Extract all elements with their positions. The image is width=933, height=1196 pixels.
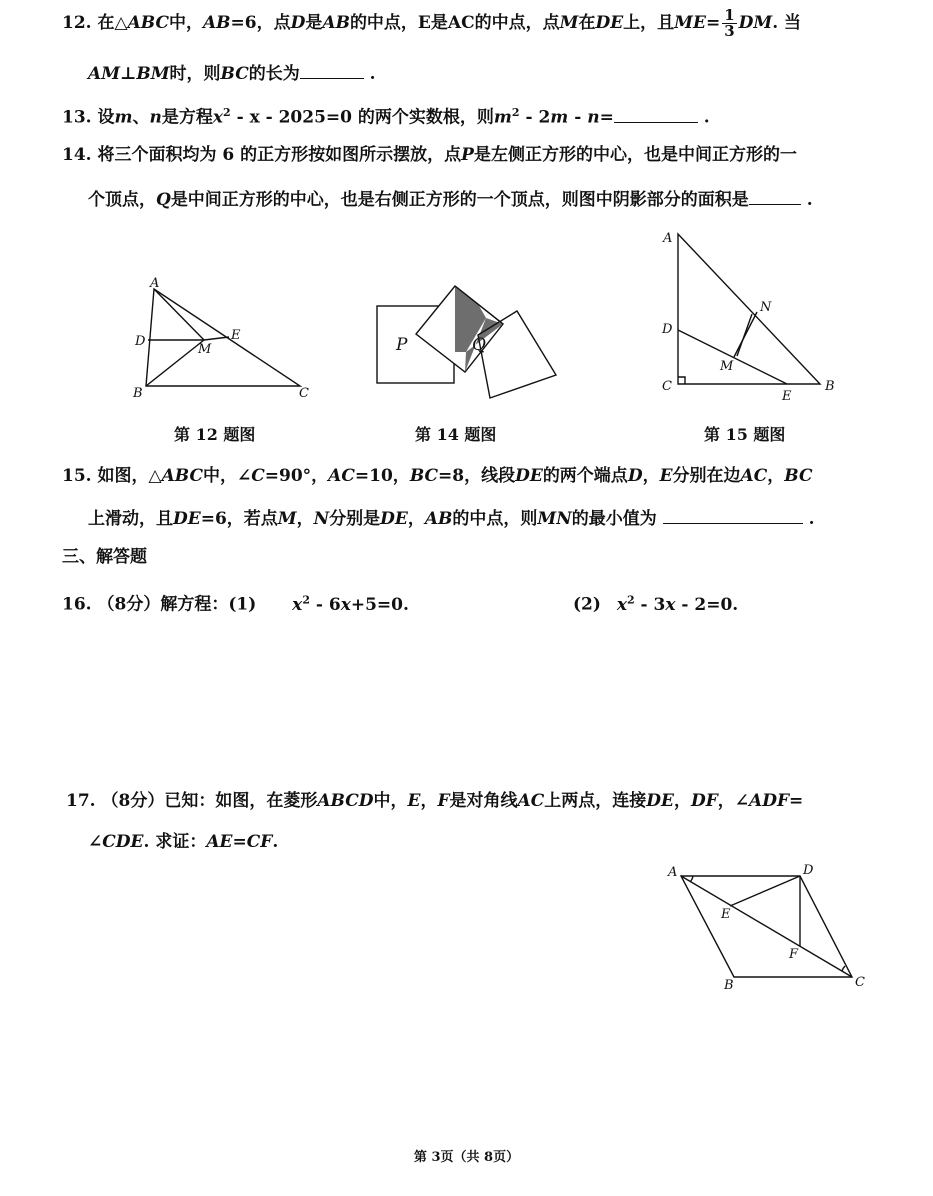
text: BC bbox=[409, 466, 439, 486]
text: BM bbox=[136, 64, 170, 84]
text: E bbox=[659, 466, 673, 486]
label-b: B bbox=[133, 386, 143, 401]
text: 的长为 bbox=[248, 64, 300, 84]
label-q: Q bbox=[472, 335, 486, 355]
text: 是左侧正方形的中心，也是中间正方形的一 bbox=[473, 145, 797, 165]
text: 2 bbox=[511, 106, 520, 119]
text: ABC bbox=[127, 13, 169, 33]
text: M bbox=[277, 509, 297, 529]
page-footer: 第 3页（共 8页） bbox=[413, 1150, 520, 1165]
text: - 3 bbox=[634, 594, 666, 615]
text: DE bbox=[515, 466, 543, 486]
text: ABC bbox=[161, 466, 203, 486]
text: DF bbox=[690, 791, 718, 811]
label-b: B bbox=[825, 379, 835, 394]
text: 的最小值为 bbox=[571, 509, 657, 529]
text: 分别是 bbox=[329, 509, 381, 529]
text: n bbox=[587, 107, 600, 128]
label-e: E bbox=[231, 328, 241, 343]
label-f: F bbox=[789, 947, 799, 962]
text: ， bbox=[420, 791, 438, 811]
text: x bbox=[616, 594, 627, 615]
text: AB bbox=[424, 509, 453, 529]
text: 16. （8分）解方程：(1) bbox=[62, 594, 257, 615]
text: DE bbox=[595, 13, 624, 33]
text: = bbox=[599, 107, 614, 128]
text: F bbox=[437, 791, 450, 811]
text: P bbox=[461, 145, 474, 165]
text: 中， bbox=[168, 13, 203, 33]
segment-de bbox=[730, 876, 800, 906]
text: DE bbox=[173, 509, 201, 529]
text: AB bbox=[202, 13, 231, 33]
text: 是 bbox=[305, 13, 323, 33]
text: AC bbox=[517, 791, 545, 811]
label-c: C bbox=[855, 975, 865, 990]
text: Q bbox=[156, 190, 171, 210]
text: - 2 bbox=[519, 107, 551, 128]
text: 时，则 bbox=[169, 64, 221, 84]
text: MN bbox=[537, 509, 572, 529]
label-b: B bbox=[724, 978, 734, 993]
text: =10， bbox=[354, 466, 410, 486]
label-e: E bbox=[721, 907, 731, 922]
text: ME bbox=[674, 13, 706, 33]
text: 上两点，连接 bbox=[544, 791, 647, 811]
text: 的中点，则 bbox=[452, 509, 538, 529]
text: ∠ bbox=[88, 832, 103, 852]
label-d: D bbox=[662, 322, 673, 337]
text: AB bbox=[322, 13, 350, 33]
label-a: A bbox=[663, 231, 673, 246]
text: ADF bbox=[749, 791, 790, 811]
text: 12. 在△ bbox=[62, 13, 128, 33]
label-p: P bbox=[396, 335, 408, 355]
text: N bbox=[313, 509, 330, 529]
label-d: D bbox=[135, 334, 146, 349]
caption-fig12: 第 12 题图 bbox=[174, 425, 256, 444]
text: 是对角线 bbox=[449, 791, 518, 811]
text: 分别在边 bbox=[672, 466, 741, 486]
text: M bbox=[559, 13, 579, 33]
text: 2 bbox=[223, 106, 231, 119]
text: DE bbox=[646, 791, 674, 811]
text: ， bbox=[673, 791, 691, 811]
text: ABCD bbox=[317, 791, 374, 811]
fraction-numerator: 1 bbox=[724, 6, 735, 24]
text: m bbox=[114, 107, 133, 128]
text: . bbox=[369, 64, 376, 84]
text: CF bbox=[246, 832, 273, 852]
text: AM bbox=[88, 64, 121, 84]
text: 在 bbox=[578, 13, 596, 33]
text: m bbox=[550, 107, 569, 128]
label-n: N bbox=[760, 300, 772, 315]
caption-fig14: 第 14 题图 bbox=[415, 425, 497, 444]
text: 的两个端点 bbox=[542, 466, 628, 486]
text: =90°， bbox=[264, 466, 329, 486]
text: . 当 bbox=[772, 13, 802, 33]
text: . bbox=[272, 832, 279, 852]
text: 17. （8分）已知：如图，在菱形 bbox=[66, 791, 318, 811]
text: ⊥ bbox=[120, 64, 137, 84]
label-c: C bbox=[299, 386, 309, 401]
text: D bbox=[627, 466, 643, 486]
text: x bbox=[292, 594, 303, 615]
label-c: C bbox=[662, 379, 672, 394]
text: 的中点，E是AC的中点，点 bbox=[349, 13, 560, 33]
text: 中， bbox=[373, 791, 408, 811]
text: =6，点 bbox=[230, 13, 291, 33]
text: x bbox=[665, 594, 676, 615]
text: ， bbox=[296, 509, 314, 529]
text: - x - 2025=0 的两个实数根，则 bbox=[230, 107, 494, 128]
angle-mark-c bbox=[842, 966, 845, 971]
caption-fig15: 第 15 题图 bbox=[704, 425, 786, 444]
text: = bbox=[789, 791, 804, 811]
text: 上滑动，且 bbox=[88, 509, 173, 529]
text: CDE bbox=[102, 832, 144, 852]
label-d: D bbox=[803, 863, 814, 878]
text: . bbox=[703, 107, 710, 128]
text: +5=0. bbox=[350, 594, 409, 615]
text: C bbox=[251, 466, 265, 486]
text: 中，∠ bbox=[202, 466, 252, 486]
text: (2) bbox=[573, 594, 601, 615]
text: x bbox=[212, 107, 224, 128]
text: n bbox=[149, 107, 162, 128]
text: 2 bbox=[302, 593, 310, 606]
text: =6，若点 bbox=[200, 509, 278, 529]
label-m: M bbox=[720, 359, 734, 374]
text: DM bbox=[738, 13, 773, 33]
text: AC bbox=[740, 466, 768, 486]
text: 是中间正方形的中心，也是右侧正方形的一个顶点，则图中阴影部分的面积是 bbox=[170, 190, 749, 210]
text: x bbox=[340, 594, 351, 615]
label-e: E bbox=[782, 389, 792, 404]
text: ， bbox=[767, 466, 785, 486]
text: - bbox=[568, 107, 588, 128]
text: 13. 设 bbox=[62, 107, 115, 128]
text: m bbox=[493, 107, 512, 128]
fraction-denominator: 3 bbox=[724, 22, 735, 40]
text: BC bbox=[220, 64, 249, 84]
section-title: 三、解答题 bbox=[62, 547, 147, 567]
text: 是方程 bbox=[161, 107, 213, 128]
text: . bbox=[806, 190, 813, 210]
text: D bbox=[290, 13, 306, 33]
text: 、 bbox=[132, 107, 150, 128]
text: . bbox=[808, 509, 815, 529]
label-m: M bbox=[198, 342, 212, 357]
text: - 6 bbox=[309, 594, 341, 615]
text: BC bbox=[784, 466, 813, 486]
text: ， bbox=[407, 509, 425, 529]
text: 15. 如图，△ bbox=[62, 466, 162, 486]
label-a: A bbox=[668, 865, 678, 880]
text: AC bbox=[328, 466, 355, 486]
text: =8，线段 bbox=[438, 466, 516, 486]
text: = bbox=[705, 13, 721, 33]
text: 个顶点， bbox=[88, 190, 156, 210]
text: 14. 将三个面积均为 6 的正方形按如图所示摆放，点 bbox=[62, 145, 462, 165]
text: . 求证： bbox=[143, 832, 207, 852]
text: AE bbox=[206, 832, 233, 852]
angle-mark-a bbox=[690, 876, 693, 882]
text: DE bbox=[380, 509, 408, 529]
label-a: A bbox=[150, 276, 160, 291]
text: E bbox=[407, 791, 421, 811]
text: ， bbox=[642, 466, 660, 486]
text: - 2=0. bbox=[675, 594, 739, 615]
text: 上，且 bbox=[623, 13, 675, 33]
text: 2 bbox=[626, 593, 635, 606]
text: = bbox=[232, 832, 247, 852]
text: ，∠ bbox=[717, 791, 750, 811]
